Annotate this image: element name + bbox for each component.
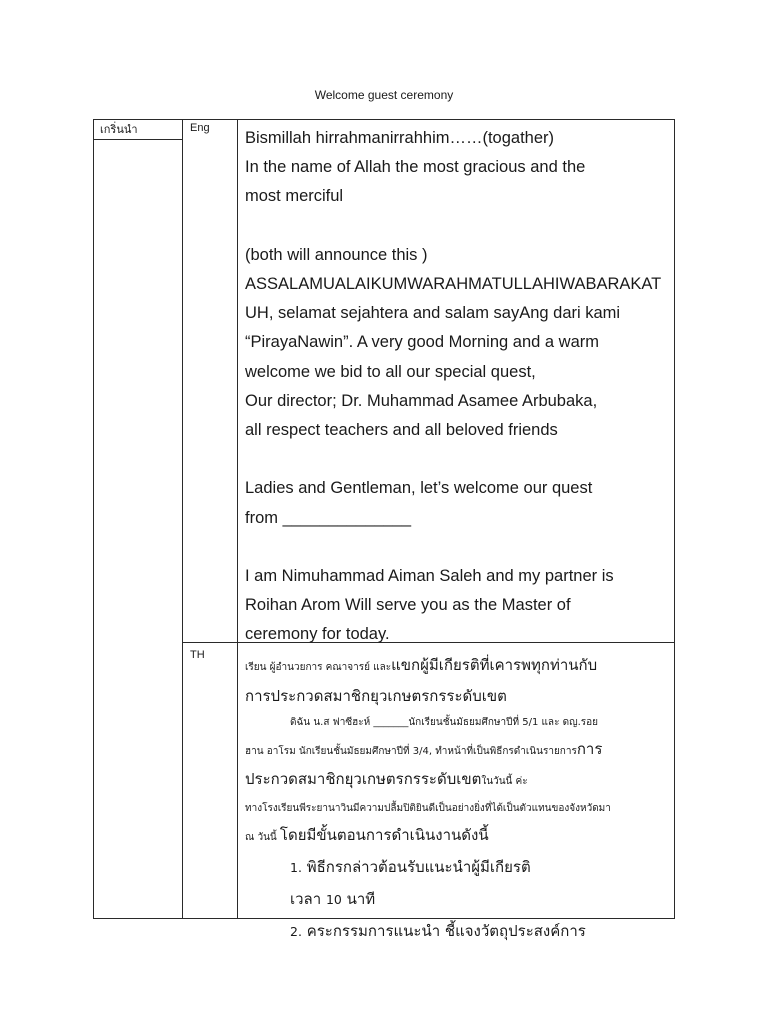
- th-text: นาที: [341, 890, 376, 908]
- english-line: from ______________: [245, 508, 412, 527]
- eng-label: Eng: [190, 122, 210, 134]
- english-line: ceremony for today.: [245, 625, 390, 644]
- th-text: ณ วันนี้: [245, 832, 280, 843]
- th-list-item: [245, 883, 673, 915]
- row-header-label: เกริ่นนำ: [100, 124, 138, 136]
- th-line: [245, 765, 673, 795]
- th-line: ดิฉัน น.ส ฟาซีฮะห์ _______นักเรียนชั้นมัธยมศึกษาปีที่ 5/1 และ ดญ.รอย: [290, 717, 599, 728]
- th-line: ทางโรงเรียนพีระยานาวินมีความปลื้มปิติยินดีเป็นอย่างยิ่งที่ได้เป็นตัวแทนของจังหวัดมา: [245, 803, 611, 814]
- th-text: ประกวดสมาชิกยุวเกษตรกรระดับเขต: [245, 770, 482, 788]
- english-line: most merciful: [245, 187, 344, 206]
- th-list-item: [245, 915, 673, 947]
- english-line: “PirayaNawin”. A very good Morning and a warm: [245, 333, 599, 352]
- th-text: พิธีกรกล่าวต้อนรับแนะนำผู้มีเกียรติ: [301, 858, 531, 876]
- english-line: (both will announce this ): [245, 245, 428, 264]
- th-line: การประกวดสมาชิกยุวเกษตรกรระดับเขต: [245, 687, 507, 705]
- english-line: [245, 533, 671, 562]
- english-line: Roihan Arom Will serve you as the Master of: [245, 596, 571, 615]
- th-text: 10: [325, 892, 342, 907]
- english-line: UH, selamat sejahtera and salam sayAng dari kami: [245, 304, 621, 323]
- th-text: ฮาน อาโรม นักเรียนชั้นมัธยมศึกษาปีที่ 3/4, ทำหน้าที่เป็นพิธีกรดำเนินรายการ: [245, 746, 577, 757]
- page-title: Welcome guest ceremony: [314, 88, 454, 102]
- english-line: In the name of Allah the most gracious and the: [245, 158, 586, 177]
- english-script: [245, 124, 671, 650]
- english-line: Bismillah hirrahmanirrahhim……(togather): [245, 129, 555, 147]
- english-line: [245, 445, 671, 474]
- th-line: [245, 650, 673, 683]
- column-divider: [237, 120, 238, 918]
- english-line: [245, 212, 671, 241]
- english-line: welcome we bid to all our special quest,: [245, 362, 536, 381]
- english-line: Ladies and Gentleman, let’s welcome our quest: [245, 479, 593, 498]
- th-list-item: [245, 851, 673, 883]
- th-text: ในวันนี้ ค่ะ: [481, 776, 528, 787]
- english-line: ASSALAMUALAIKUMWARAHMATULLAHIWABARAKAT: [245, 275, 662, 294]
- th-text: โดยมีขั้นตอนการดำเนินงานดังนี้: [279, 826, 489, 844]
- th-text: 2.: [290, 924, 302, 939]
- column-divider: [182, 120, 183, 918]
- th-line: [245, 736, 673, 765]
- english-line: I am Nimuhammad Aiman Saleh and my partner is: [245, 567, 614, 586]
- th-text: เรียน ผู้อำนวยการ คณาจารย์ และ: [245, 662, 392, 673]
- th-text: 1.: [290, 860, 302, 875]
- english-line: Our director; Dr. Muhammad Asamee Arbubaka,: [245, 391, 598, 410]
- ceremony-table: [93, 119, 675, 940]
- th-text: แขกผู้มีเกียรติที่เคารพทุกท่านกับ: [391, 656, 598, 674]
- th-text: การ: [576, 740, 603, 758]
- thai-script: [245, 650, 673, 947]
- th-line: [245, 822, 673, 851]
- th-text: คระกรรมการแนะนำ ชี้แจงวัตถุประสงค์การ: [301, 922, 586, 940]
- th-label: TH: [190, 649, 205, 661]
- th-text: เวลา: [290, 890, 326, 908]
- header-row-divider: [94, 139, 182, 140]
- english-line: all respect teachers and all beloved friends: [245, 421, 558, 440]
